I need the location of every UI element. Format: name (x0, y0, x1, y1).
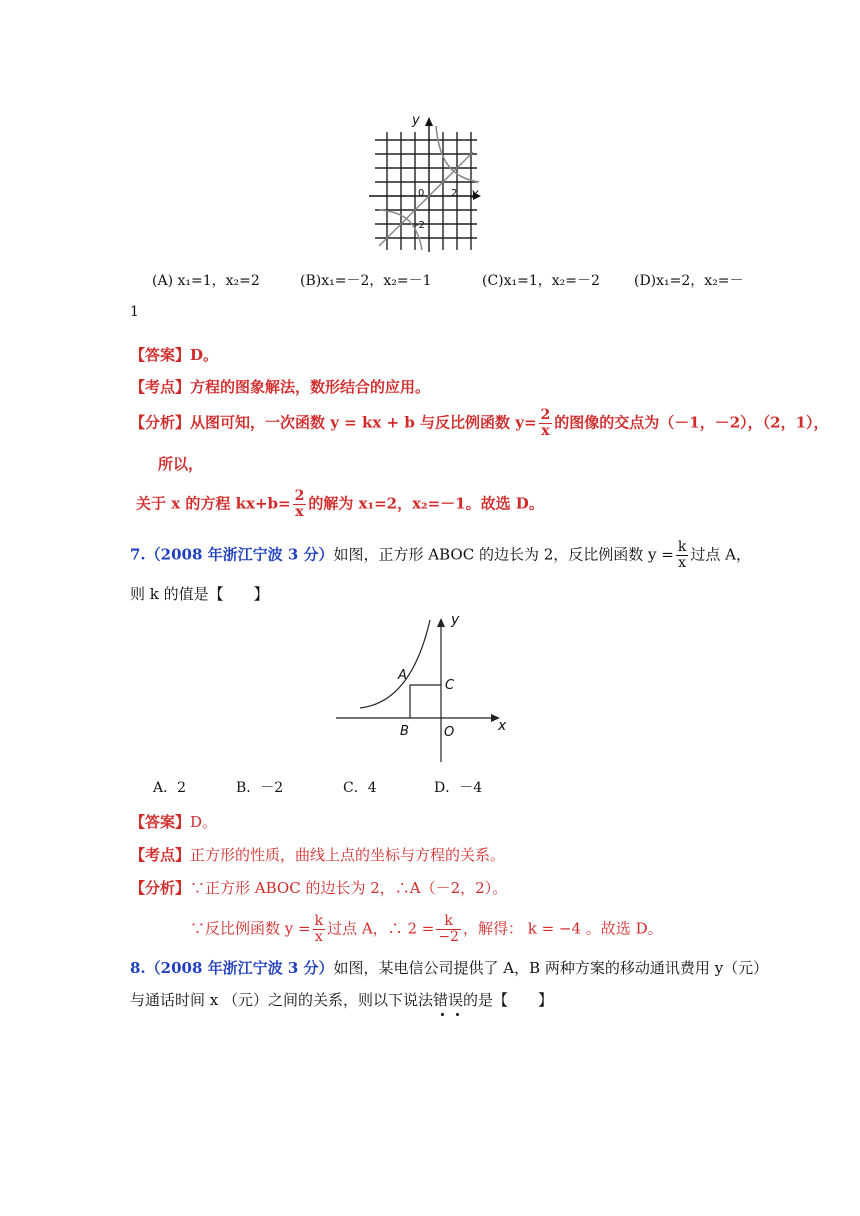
q6-option-a: (A) x₁=1，x₂=2 (152, 273, 260, 289)
q7-fraction: $\frac{k}{x}$ (677, 539, 687, 571)
q7-answer-value: D。 (190, 813, 218, 831)
q8-question-line2: 与通话时间 x （元）之间的关系，则以下说法错误的是【 】 (130, 991, 553, 1009)
q6-option-d: (D)x₁=2，x₂=－ (634, 273, 744, 289)
graph2-o-label: O (444, 725, 455, 740)
graph2-b-label: B (400, 724, 409, 739)
graph2-y-label: y (451, 612, 460, 628)
q6-analysis-text-b: 的图像的交点为（－1，－2），（2，1）， (554, 413, 829, 432)
q6-point-text: 方程的图象解法，数形结合的应用。 (190, 378, 431, 396)
graph1-x-label: x (471, 187, 479, 202)
emphasis-dot-1 (441, 1013, 444, 1016)
q7-option-a: A．2 (153, 780, 187, 796)
q7-analysis-text-1: ∵正方形 ABOC 的边长为 2，∴A（－2，2）。 (190, 879, 508, 897)
q6-answer (130, 345, 218, 365)
graph2-c-label: C (445, 678, 455, 693)
q7-analysis-text-2c: ，解得： k = −4 。故选 D。 (462, 919, 663, 938)
q7-option-d: D．－4 (434, 780, 483, 796)
q7-point-text: 正方形的性质，曲线上点的坐标与方程的关系。 (190, 846, 506, 864)
q7-option-b: B．－2 (236, 780, 284, 796)
emphasis-dot-2 (456, 1013, 459, 1016)
q6-analysis-text-a: 从图可知，一次函数 y = kx + b 与反比例函数 y= (190, 413, 537, 432)
q7-answer-tag: 【答案】 (130, 813, 191, 831)
q6-analysis-fraction: $\frac{2}{x}$ (540, 407, 551, 439)
q7-point (130, 845, 505, 865)
q7-analysis-fraction-2: $\frac{k}{-2}$ (438, 913, 459, 945)
graph1-origin-label: 0 (418, 188, 425, 199)
q7-analysis-line1 (130, 878, 507, 898)
q6-answer-value: D。 (190, 346, 219, 364)
graph-hyperbola-line (365, 112, 485, 252)
graph1-y-label: y (412, 113, 420, 128)
graph-square-hyperbola (330, 610, 510, 770)
q8-source: （2008 年浙江宁波 3 分） (145, 959, 334, 977)
q7-option-c: C．4 (343, 780, 377, 796)
q7-analysis-line2 (190, 914, 663, 945)
q6-analysis-text-d: 关于 x 的方程 kx+b= (136, 494, 291, 513)
q6-analysis-line2 (158, 454, 203, 474)
q8-text-a: 如图，某电信公司提供了 A，B 两种方案的移动通讯费用 y（元） (333, 959, 769, 977)
q8-question-line1 (130, 958, 768, 978)
q7-analysis-fraction: $\frac{k}{x}$ (314, 913, 324, 945)
q6-point-tag: 【考点】 (130, 378, 191, 396)
q7-analysis-tag: 【分析】 (130, 879, 191, 897)
q6-option-b: (B)x₁=－2，x₂=－1 (300, 273, 432, 289)
q6-answer-tag: 【答案】 (130, 346, 191, 364)
q6-analysis-text-c: 所以， (158, 455, 204, 473)
graph2-x-label: x (498, 718, 507, 734)
q6-option-c: (C)x₁=1，x₂=－2 (482, 273, 600, 289)
q7-text-a: 如图，正方形 ABOC 的边长为 2，反比例函数 y = (333, 545, 674, 564)
q7-analysis-text-2b: 过点 A，∴ 2 = (327, 919, 435, 938)
q7-answer (130, 812, 217, 832)
q6-analysis-fraction-2: $\frac{2}{x}$ (294, 488, 305, 520)
q8-number: 8. (130, 959, 146, 977)
q7-point-tag: 【考点】 (130, 846, 191, 864)
graph2-a-label: A (398, 668, 407, 683)
q7-question-line2: 则 k 的值是【 】 (130, 585, 269, 603)
q7-text-b: 过点 A， (690, 545, 751, 564)
q7-analysis-text-2a: ∵反比例函数 y = (190, 919, 311, 938)
q6-option-d-wrap: 1 (130, 304, 139, 320)
q6-analysis-line1 (130, 408, 829, 439)
q6-analysis-tag: 【分析】 (130, 413, 191, 432)
q7-question-line1 (130, 540, 751, 571)
q6-analysis-line3 (136, 489, 544, 520)
q7-number: 7. (130, 545, 146, 564)
graph1-x-tick: 2 (451, 188, 458, 199)
graph1-y-tick: -2 (415, 220, 425, 231)
q6-analysis-text-e: 的解为 x₁=2，x₂=－1。故选 D。 (308, 494, 544, 513)
q6-point (130, 377, 430, 397)
q7-source: （2008 年浙江宁波 3 分） (145, 545, 334, 564)
